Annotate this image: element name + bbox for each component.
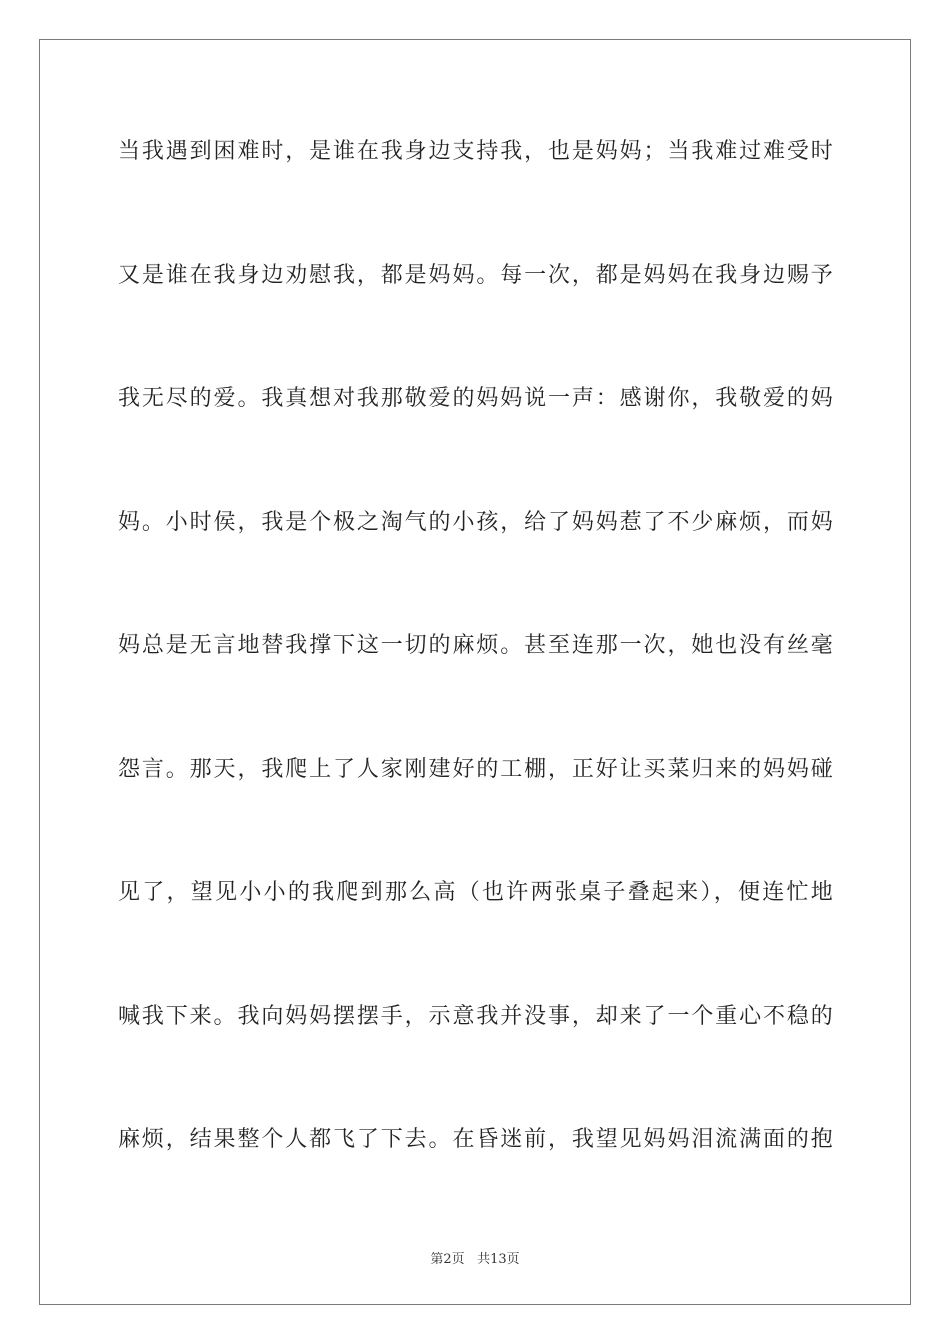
text-line-3: 我无尽的爱。我真想对我那敬爱的妈妈说一声：感谢你，我敬爱的妈 [118, 386, 834, 411]
page-footer [0, 1248, 950, 1267]
text-line-9: 麻烦，结果整个人都飞了下去。在昏迷前，我望见妈妈泪流满面的抱 [118, 1127, 834, 1152]
current-page-number: 第2页 [430, 1252, 465, 1267]
text-line-7: 见了，望见小小的我爬到那么高（也许两张桌子叠起来），便连忙地 [118, 880, 834, 905]
text-line-4: 妈。小时侯，我是个极之淘气的小孩，给了妈妈惹了不少麻烦，而妈 [118, 509, 834, 535]
text-line-8: 喊我下来。我向妈妈摆摆手，示意我并没事，却来了一个重心不稳的 [118, 1003, 834, 1029]
document-body [118, 130, 834, 1242]
total-page-count: 共13页 [477, 1252, 520, 1267]
text-line-2: 又是谁在我身边劝慰我，都是妈妈。每一次，都是妈妈在我身边赐予 [118, 262, 834, 288]
text-line-1: 当我遇到困难时，是谁在我身边支持我，也是妈妈；当我难过难受时 [118, 139, 834, 164]
text-line-5: 妈总是无言地替我撑下这一切的麻烦。甚至连那一次，她也没有丝毫 [118, 633, 834, 658]
text-line-6: 怨言。那天，我爬上了人家刚建好的工棚，正好让买菜归来的妈妈碰 [118, 756, 834, 782]
